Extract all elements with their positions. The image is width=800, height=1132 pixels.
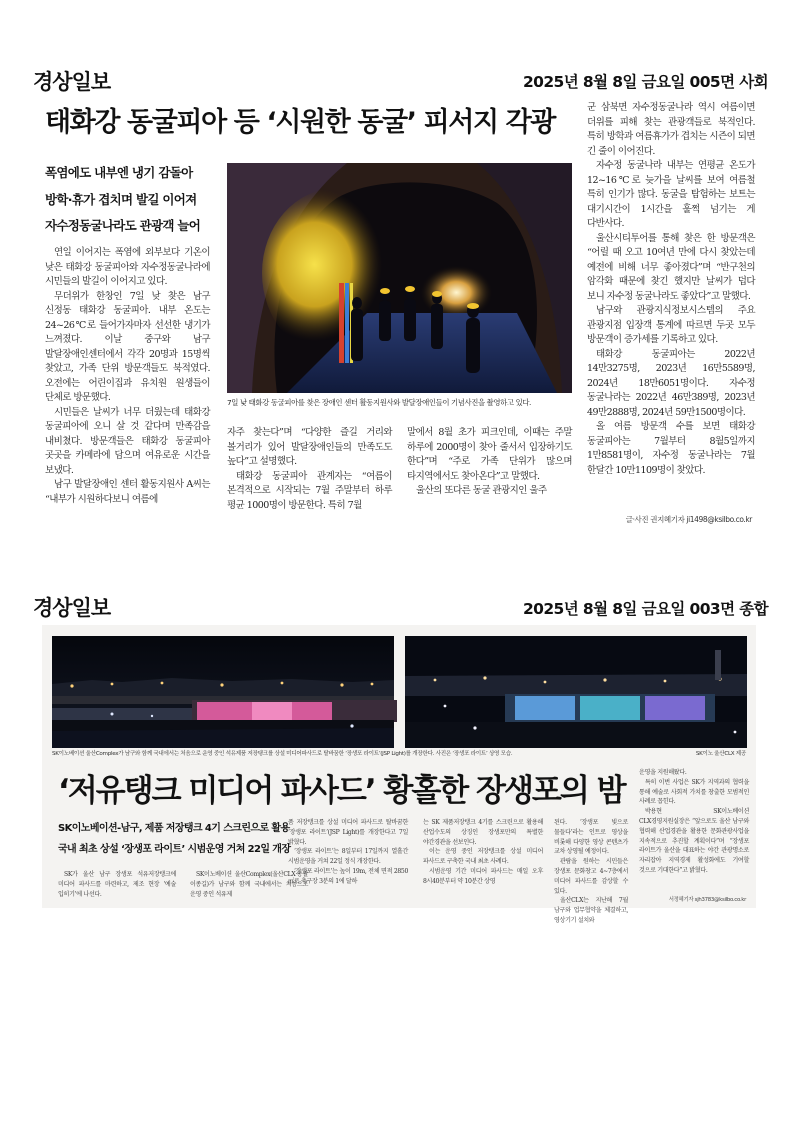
paragraph: 자수정 동굴나라 내부는 연평균 온도가 12~16℃로 늦가을 날씨를 보여 여름철 특히 인기가 많다. 동굴을 탐험하는 보트는 대기시간이 1시간을 훌쩍 넘기는 게 다반사다. (587, 160, 755, 229)
paragraph: 남구와 관광지식정보시스템의 주요 관광지점 입장객 통계에 따르면 두곳 모두 방문객이 증가세를 기록하고 있다. (587, 305, 755, 345)
photo-caption: 7일 낮 태화강 동굴피아를 찾은 장애인 센터 활동지원사와 발달장애인들이 기념사진을 촬영하고 있다. (227, 398, 532, 407)
newspaper-masthead: 경상일보 (33, 596, 111, 620)
article-column (639, 768, 749, 896)
paragraph: 품 저장탱크를 상설 미디어 파사드로 탈바꿈한 ‘장생포 라이트’(JSP Light)를 개장한다고 7일 밝혔다. (288, 819, 408, 846)
paragraph: 무더위가 한창인 7일 낮 찾은 남구 신정동 태화강 동굴피아. 내부 온도는 24~26℃로 들어가자마자 선선한 냉기가 느껴졌다. 이날 중구와 남구 발달장애인센터에서 각각 20명과 15명씩 찾았고, 가족 단위 방문객들도 북적였다. 오전에는 어린이집과 유치원 원생들이 단체로 방문했다. (45, 290, 210, 403)
article-column (58, 870, 176, 906)
article-headline: 태화강 동굴피아 등 ‘시원한 동굴’ 피서지 각광 (45, 107, 555, 138)
paragraph: 시범운영 기간 미디어 파사드는 매일 오후 8시40분부터 약 10분간 상영 (423, 867, 543, 885)
photo-caption: SK이노베이션 울산Complex가 남구와 함께 국내에서는 처음으로 운영 중인 석유제품 저장탱크를 상설 미디어파사드로 탈바꿈한 ‘장생포 라이트’(JSP Light)를 개장한다. 사진은 ‘장생포 라이트’ 상영 모습. (52, 751, 513, 757)
photo-credit: SK이노 울산CLX 제공 (695, 751, 746, 757)
paragraph: 특히 이번 사업은 SK가 지역과의 협력을 통해 예술로 사회적 가치를 창출한 모범적인 사례로 꼽힌다. (639, 778, 749, 806)
paragraph: 울산CLX는 지난해 7월 남구와 업무협약을 체결하고, 영상기기 설치와 (554, 897, 628, 924)
paragraph: ‘장생포 라이트’는 높이 19m, 전체 면적 2850㎡로 축구장 3분의 1에 달하 (288, 867, 408, 885)
issue-dateline: 2025년 8월 8일 금요일 003면 종합 (522, 600, 768, 618)
paragraph: 시민들은 날씨가 너무 더웠는데 태화강 동굴피아에 오니 살 것 같다며 만족감을 내비쳤다. 방문객들은 태화강 동굴피아 곳곳을 카메라에 담으며 여유로운 시간을 보냈다. (45, 406, 210, 476)
paragraph: 는 SK 제품저장탱크 4기를 스크린으로 활용해 산업수도의 상징인 장생포만의 특별한 야간경관을 선보인다. (423, 819, 543, 846)
subhead-line: SK이노베이션-남구, 제품 저장탱크 4기 스크린으로 활용 (58, 823, 290, 834)
paragraph: 울산의 또다른 동굴 관광지인 울주 (416, 485, 547, 496)
article-column (587, 101, 755, 511)
article-headline: ‘저유탱크 미디어 파사드’ 황홀한 장생포의 밤 (58, 773, 625, 809)
night-photo-illustration (52, 636, 394, 748)
night-tank-photo-left (52, 636, 394, 748)
paragraph: 남구 발달장애인 센터 활동지원사 A씨는 “내부가 시원하다보니 여름에 (45, 479, 210, 505)
article-clipping-cave (0, 0, 800, 540)
issue-dateline: 2025년 8월 8일 금요일 005면 사회 (522, 73, 768, 91)
night-tank-photo-right (405, 636, 747, 748)
paragraph: 올 여름 방문객 수를 보면 태화강 동굴피아는 7월부터 8월5일까지 1만8581명이, 자수정 동굴나라는 7월 한달간 10만1109명이 찾았다. (587, 421, 755, 476)
night-photo-illustration (405, 636, 747, 748)
subhead-line: 방학·휴가 겹치며 발길 이어져 (45, 191, 197, 207)
paragraph: 태화강 동굴피아 관계자는 “여름이 본격적으로 시작되는 7월 주말부터 하루 평균 1000명이 방문한다. 특히 7월 (227, 470, 392, 511)
paragraph: 관람을 원하는 시민들은 장생포 문화창고 4~7층에서 미디어 파사드를 감상할 수 있다. (554, 858, 628, 895)
paragraph: 이는 운영 중인 저장탱크를 상설 미디어 파사드로 구축한 국내 최초 사례다. (423, 848, 543, 866)
article-subheads (58, 818, 310, 860)
subhead-line: 자수정동굴나라도 관광객 늘어 (45, 218, 201, 233)
article-column (227, 426, 392, 534)
paragraph: 울산시티투어를 통해 찾은 한 방문객은 “어릴 때 오고 10여년 만에 다시 찾았는데 예전에 비해 너무 좋아졌다”며 “반구천의 암각화 때문에 찾긴 했지만 날씨가 덥다 보니 자수정 동굴나라도 좋았다”고 말했다. (587, 232, 755, 302)
paragraph: 자주 찾는다”며 “다양한 즐길 거리와 볼거리가 있어 발달장애인들의 만족도도 높다”고 설명했다. (227, 427, 392, 467)
reporter-byline: 글·사진 권지혜기자 ji1498@ksilbo.co.kr (625, 515, 752, 524)
article-clipping-media-facade (42, 625, 756, 924)
cave-photo (227, 163, 572, 393)
paragraph: 태화강 동굴피아는 2022년 14만3275명, 2023년 16만5589명, 2024년 18만6051명이다. 자수정 동굴나라는 2022년 46만389명, 2023년 49만2888명, 2024년 59만1500명이다. (587, 348, 755, 418)
paragraph: 박용현 SK이노베이션 CLX경영지원실장은 “앞으로도 울산 남구와 협력해 산업경관을 활용한 문화관광사업을 지속적으로 추진할 계획이다”며 “장생포 라이트가 울산을 대표하는 야간 관광명소로 자리잡아 지역경제 활성화에도 기여할 것으로 기대한다”고 밝혔다. (639, 808, 749, 874)
article-subheads (45, 160, 225, 240)
subhead-line: 국내 최초 상설 ‘장생포 라이트’ 시범운영 거쳐 22일 개장 (58, 844, 291, 855)
paragraph: SK가 울산 남구 장생포 석유저장탱크에 미디어 파사드를 마련하고, 제조 현장 ‘예술 입히기’에 나선다. (58, 871, 176, 898)
newspaper-masthead: 경상일보 (33, 70, 111, 94)
paragraph: 운영을 지원해왔다. (639, 769, 687, 776)
reporter-byline: 서정혜기자 sjh3783@ksilbo.co.kr (668, 897, 746, 903)
paragraph: SK이노베이션 울산Complex(울산CLX·총괄 이종길)가 남구와 함께 국내에서는 처음으로 운영 중인 석유제 (190, 871, 308, 898)
paragraph: 군 삼북면 자수정동굴나라 역시 여름이면 더위를 피해 찾는 관광객들로 북적인다. 특히 방학과 여름휴가가 겹치는 시즌이 되면 긴 줄이 이어진다. (587, 102, 755, 157)
article-column (288, 818, 408, 906)
article-column (407, 426, 572, 534)
paragraph: ‘장생포 라이트’는 8일부터 17일까지 열흘간 시범운영을 거쳐 22일 정식 개장한다. (288, 848, 408, 866)
article-column (554, 818, 628, 924)
paragraph: 말에서 8월 초가 피크인데, 이때는 주말 하루에 2000명이 찾아 줄서서 입장하기도 한다”며 “주로 가족 단위가 많으며 타지역에서도 찾아온다”고 말했다. (407, 427, 572, 482)
subhead-line: 폭염에도 내부엔 냉기 감돌아 (45, 165, 193, 180)
article-column (423, 818, 543, 906)
paragraph: 연일 이어지는 폭염에 외부보다 기온이 낮은 태화강 동굴피아와 자수정동굴나라에 시민들의 발길이 이어지고 있다. (45, 247, 210, 287)
article-column (45, 246, 210, 531)
cave-photo-illustration (227, 163, 572, 393)
paragraph: 된다. ‘장생포 빛으로 물들다’라는 인트로 영상을 비롯해 다양한 영상 콘텐츠가 교차 상영될 예정이다. (554, 819, 628, 856)
